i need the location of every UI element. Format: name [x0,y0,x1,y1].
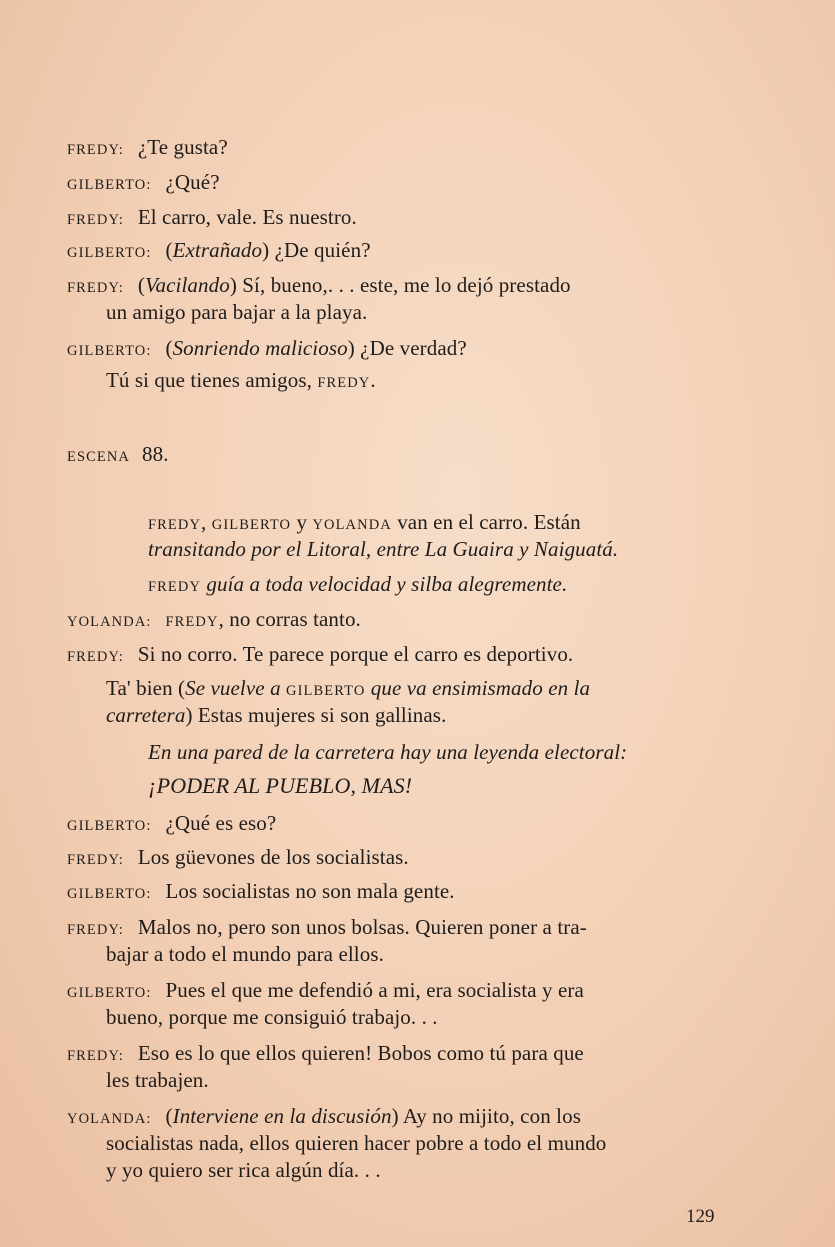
dialogue-text: ¿De quién? [274,238,371,262]
dialogue-text: Si no corro. Te parece porque el carro es deportivo. [137,642,574,666]
conjunction: y [296,510,308,534]
dialogue-line [67,809,276,841]
speaker-name: YOLANDA: [67,614,152,630]
speaker-name: FREDY: [67,852,124,868]
dialogue-text: Malos no, pero son unos bolsas. Quieren poner a tra- [137,915,587,939]
dialogue-line: FREDY: (Vacilando) Sí, bueno,. . . este, me lo dejó prestado [67,273,571,297]
dialogue-text: ¿Qué es eso? [165,811,277,835]
speaker-name: FREDY: [67,142,124,158]
stage-text: guía a toda velocidad y silba alegremente. [206,572,568,596]
electoral-slogan: ¡PODER AL PUEBLO, MAS! [148,773,413,798]
speaker-name: GILBERTO: [67,177,152,193]
speaker-name: FREDY: [67,280,124,296]
speaker-name: FREDY: [67,212,124,228]
dialogue-text: Los socialistas no son mala gente. [165,879,455,903]
dialogue-line: GILBERTO: (Sonriendo malicioso) ¿De verdad? [67,336,467,360]
dialogue-line: GILBERTO: (Extrañado) ¿De quién? [67,238,371,262]
dialogue-line [67,843,409,875]
character-name: FREDY [148,517,202,533]
speaker-name: GILBERTO: [67,818,152,834]
dialogue-continuation: un amigo para bajar a la playa. [106,300,368,324]
character-name: FREDY [148,579,202,595]
dialogue-line: YOLANDA: (Interviene en la discusión) Ay no mijito, con los [67,1104,581,1128]
speaker-name: FREDY: [67,922,124,938]
dialogue-continuation [106,366,376,398]
dialogue-text: ¿De verdad? [360,336,467,360]
stage-direction: Interviene en la discusión [172,1104,392,1128]
dialogue-text: El carro, vale. Es nuestro. [137,205,357,229]
dialogue-text: , no corras tanto. [218,607,361,631]
dialogue-continuation [106,701,446,730]
page-number: 129 [686,1206,715,1227]
dialogue-line [67,605,361,637]
dialogue-text: Eso es lo que ellos quieren! Bobos como tú para que [137,1041,584,1065]
stage-direction: que va ensimismado en la [370,676,591,700]
scene-number: 88. [142,442,169,466]
dialogue-continuation: y yo quiero ser rica algún día. . . [106,1158,381,1182]
scene-label: ESCENA [67,449,130,465]
character-name: FREDY [165,614,219,630]
stage-direction: Extrañado [172,238,263,262]
dialogue-continuation: bueno, porque me consiguió trabajo. . . [106,1005,438,1029]
character-name: GILBERTO [286,683,366,699]
character-name: FREDY [317,375,371,391]
stage-direction-line [148,570,567,602]
dialogue-text: Ay no mijito, con los [402,1104,581,1128]
speaker-name: YOLANDA: [67,1111,152,1127]
dialogue-text: Pues el que me defendió a mi, era socialista y era [165,978,584,1002]
scene-heading [67,440,169,472]
dialogue-continuation: les trabajen. [106,1068,209,1092]
punctuation: , [201,510,207,534]
stage-direction-line: transitando por el Litoral, entre La Guaira y Naiguatá. [148,537,619,561]
dialogue-line [67,640,573,672]
stage-direction: Se vuelve a [185,676,281,700]
speaker-name: FREDY: [67,649,124,665]
speaker-name: FREDY: [67,1048,124,1064]
character-name: YOLANDA [312,517,392,533]
dialogue-line [67,168,220,200]
dialogue-continuation: socialistas nada, ellos quieren hacer pobre a todo el mundo [106,1131,607,1155]
dialogue-line [67,133,228,165]
stage-text: van en el carro. Están [397,510,581,534]
dialogue-line [67,877,455,909]
speaker-name: GILBERTO: [67,343,152,359]
dialogue-text: ¿Qué? [165,170,220,194]
dialogue-continuation: bajar a todo el mundo para ellos. [106,942,384,966]
punctuation: . [370,368,376,392]
stage-direction-line: En una pared de la carretera hay una leyenda electoral: [148,740,628,764]
dialogue-text: Sí, bueno,. . . este, me lo dejó prestado [242,273,571,297]
stage-direction: carretera [106,703,186,727]
dialogue-text: Ta' bien ( [106,676,186,700]
dialogue-line [67,203,357,235]
dialogue-text: ¿Te gusta? [137,135,228,159]
dialogue-text: Tú si que tienes amigos, [106,368,312,392]
speaker-name: GILBERTO: [67,245,152,261]
stage-direction: Sonriendo malicioso [172,336,348,360]
stage-direction: Vacilando [144,273,230,297]
dialogue-text: ) Estas mujeres si son gallinas. [185,703,447,727]
speaker-name: GILBERTO: [67,886,152,902]
character-name: GILBERTO [211,517,292,533]
dialogue-text: Los güevones de los socialistas. [137,845,409,869]
speaker-name: GILBERTO: [67,985,152,1001]
